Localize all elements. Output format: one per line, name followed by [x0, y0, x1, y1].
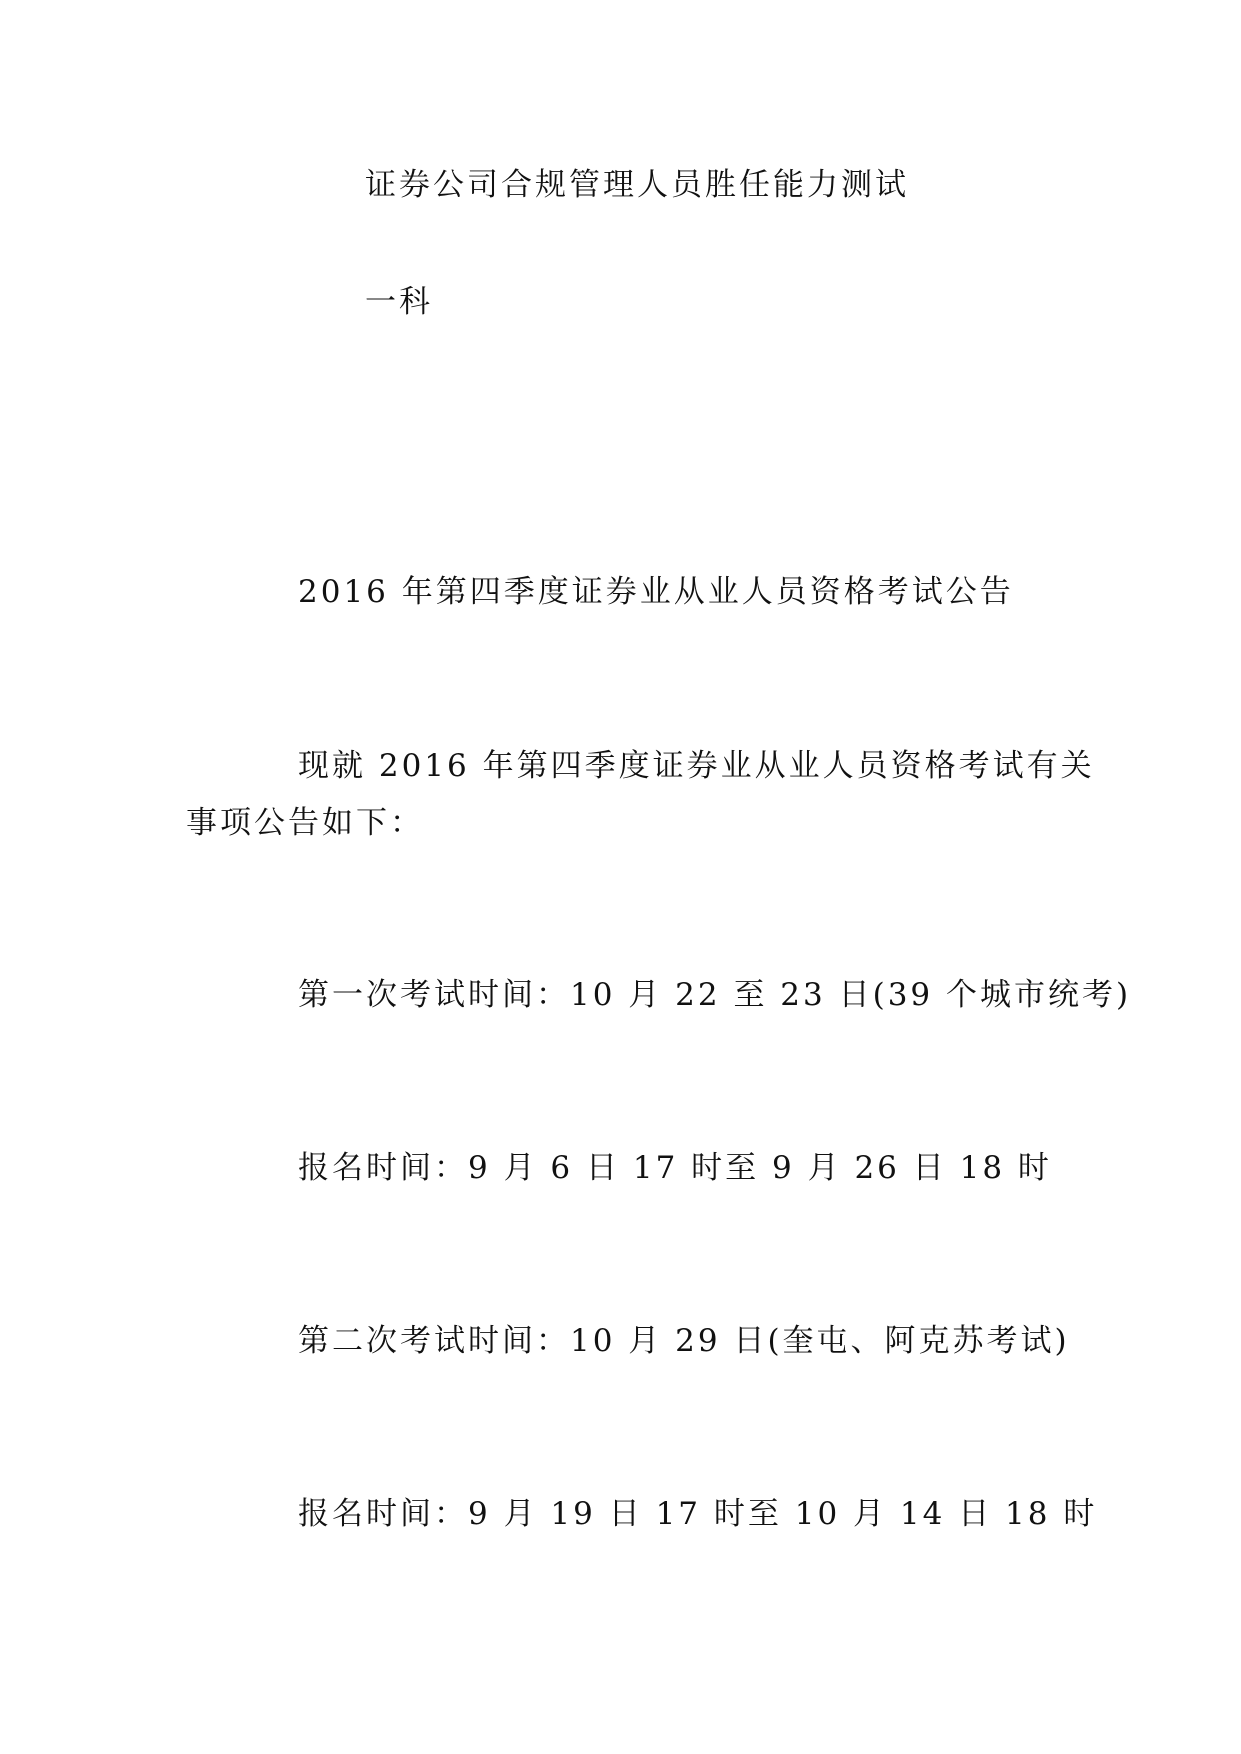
second-registration-time: 报名时间：9 月 19 日 17 时至 10 月 14 日 18 时: [298, 1496, 1098, 1532]
document-subtitle: 一科: [365, 284, 433, 320]
announcement-heading: 2016 年第四季度证券业从业人员资格考试公告: [298, 574, 1014, 610]
first-registration-time: 报名时间：9 月 6 日 17 时至 9 月 26 日 18 时: [298, 1150, 1052, 1186]
intro-paragraph-line-1: 现就 2016 年第四季度证券业从业人员资格考试有关: [298, 748, 1095, 784]
document-title: 证券公司合规管理人员胜任能力测试: [365, 167, 909, 203]
first-exam-time: 第一次考试时间：10 月 22 至 23 日(39 个城市统考): [298, 977, 1132, 1013]
intro-paragraph-line-2: 事项公告如下：: [186, 805, 424, 841]
second-exam-time: 第二次考试时间：10 月 29 日(奎屯、阿克苏考试): [298, 1323, 1070, 1359]
